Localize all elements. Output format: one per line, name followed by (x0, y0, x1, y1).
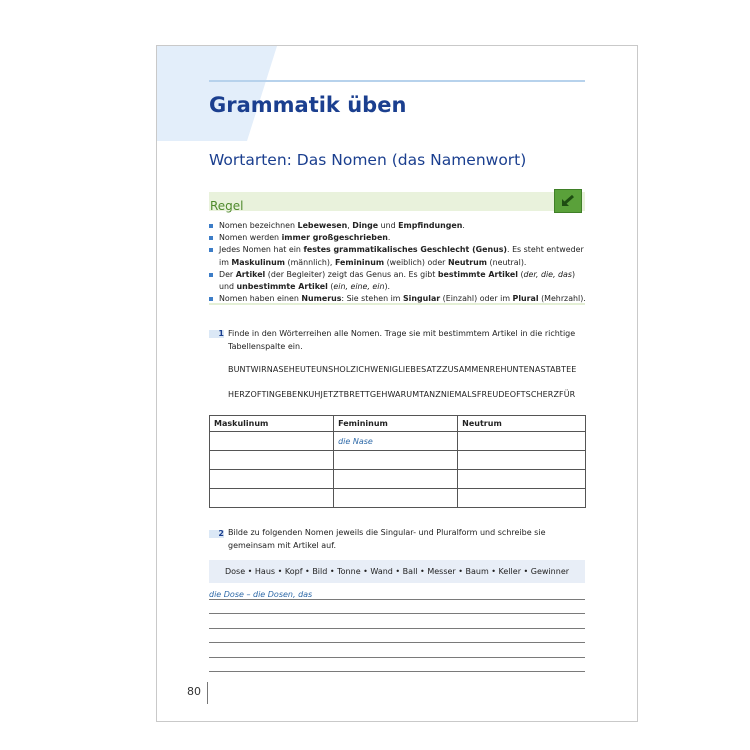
task-1-instruction: Finde in den Wörterreihen alle Nomen. Trage sie mit bestimmtem Artikel in die richtige Tabellenspalte ein. (228, 329, 576, 351)
regel-end-rule (209, 303, 585, 305)
regel-text-segment: Lebewesen (297, 221, 348, 230)
regel-text-segment: bestimmte Artikel (437, 269, 518, 279)
regel-text-segment: immer großgeschrieben (281, 233, 388, 243)
regel-text-segment: Singular (402, 294, 441, 304)
regel-text-segment: (männlich), (285, 257, 335, 267)
writing-line[interactable] (209, 642, 585, 643)
table-cell[interactable] (210, 432, 334, 451)
regel-item (209, 220, 589, 232)
regel-text-segment: ) und (219, 269, 576, 292)
page-title: Grammatik üben (209, 93, 407, 117)
table-cell[interactable] (458, 451, 586, 470)
arrow-down-left-icon (554, 189, 582, 213)
word-box: Dose • Haus • Kopf • Bild • Tonne • Wand • Ball • Messer • Baum • Keller • Gewinner (209, 560, 585, 583)
regel-bar (209, 192, 585, 211)
regel-label: Regel (210, 199, 244, 213)
table-cell[interactable] (334, 451, 458, 470)
regel-item (209, 232, 589, 244)
regel-text-segment: ). (384, 282, 391, 292)
table-row (210, 432, 586, 451)
regel-text-segment: unbestimmte Artikel (236, 282, 328, 292)
table-row (210, 470, 586, 489)
writing-line[interactable] (209, 628, 585, 629)
regel-text-segment: . (387, 233, 391, 243)
regel-text-segment: Plural (512, 294, 539, 304)
table-cell[interactable] (334, 470, 458, 489)
regel-text-segment: Femininum (334, 257, 385, 267)
table-cell[interactable] (458, 489, 586, 508)
table-row (210, 451, 586, 470)
regel-item (209, 269, 589, 293)
writing-line[interactable] (209, 671, 585, 672)
regel-text-segment: (Einzahl) oder im (440, 294, 513, 304)
regel-text-segment: Nomen bezeichnen (219, 221, 298, 230)
header-rule (209, 80, 585, 82)
table-cell[interactable] (458, 432, 586, 451)
regel-text-segment: Der (219, 269, 236, 279)
letter-row-2: HERZOFTINGEBENKUHJETZTBRETTGEHWARUMTANZNIEMALSFREUDEOFTSCHERZFÜR (228, 390, 576, 399)
worksheet-page (156, 45, 638, 722)
table-cell[interactable] (210, 470, 334, 489)
section-subtitle: Wortarten: Das Nomen (das Namenwort) (209, 151, 527, 169)
table-cell[interactable]: die Nase (334, 432, 458, 451)
regel-text-segment: ein, eine, ein (333, 282, 385, 292)
regel-list (209, 220, 589, 305)
task-2-number: 2 (209, 530, 224, 538)
table-cell[interactable] (210, 489, 334, 508)
regel-text-segment: festes grammatikalisches Geschlecht (Genus) (303, 245, 508, 255)
regel-text-segment: der, die, das (523, 269, 572, 279)
header-femininum: Femininum (334, 416, 458, 432)
noun-table (209, 415, 586, 508)
regel-text-segment: (der Begleiter) zeigt das Genus an. Es gibt (265, 269, 438, 279)
regel-text-segment: Empfindungen (398, 221, 463, 230)
regel-text-segment: Neutrum (447, 257, 488, 267)
regel-text-segment: , (347, 221, 353, 230)
regel-text-segment: . (462, 221, 465, 230)
regel-text-segment: Jedes Nomen hat ein (219, 245, 304, 255)
letter-row-1: BUNTWIRNASEHEUTEUNSHOLZICHWENIGLIEBESATZZUSAMMENREHUNTENASTABTEE (228, 365, 577, 374)
regel-text-segment: Nomen haben einen (219, 294, 302, 304)
header-maskulinum: Maskulinum (210, 416, 334, 432)
task-1-number: 1 (209, 330, 224, 338)
regel-text-segment: und (378, 221, 399, 230)
page-number-divider (207, 682, 208, 704)
writing-line[interactable] (209, 599, 585, 600)
example-answer: die Dose – die Dosen, das (209, 590, 313, 599)
regel-text-segment: (neutral). (487, 257, 527, 267)
regel-text-segment: ( (517, 269, 524, 279)
header-neutrum: Neutrum (458, 416, 586, 432)
table-row (210, 489, 586, 508)
regel-text-segment: . Es steht entweder im (219, 245, 584, 267)
writing-line[interactable] (209, 613, 585, 614)
regel-text-segment: Dinge (352, 221, 379, 230)
page-number: 80 (187, 685, 201, 698)
regel-text-segment: : Sie stehen im (341, 294, 403, 304)
regel-text-segment: ( (327, 282, 334, 292)
table-cell[interactable] (334, 489, 458, 508)
regel-item (209, 244, 589, 268)
table-cell[interactable] (210, 451, 334, 470)
regel-text-segment: (Mehrzahl). (538, 294, 586, 304)
task-2-instruction: Bilde zu folgenden Nomen jeweils die Singular- und Pluralform und schreibe sie gemeinsam mit Artikel auf. (228, 528, 546, 550)
regel-text-segment: Numerus (301, 294, 342, 304)
table-cell[interactable] (458, 470, 586, 489)
writing-line[interactable] (209, 657, 585, 658)
regel-text-segment: Artikel (235, 269, 266, 279)
regel-text-segment: Nomen werden (219, 233, 282, 243)
regel-text-segment: (weiblich) oder (384, 257, 448, 267)
regel-text-segment: Maskulinum (231, 257, 285, 267)
